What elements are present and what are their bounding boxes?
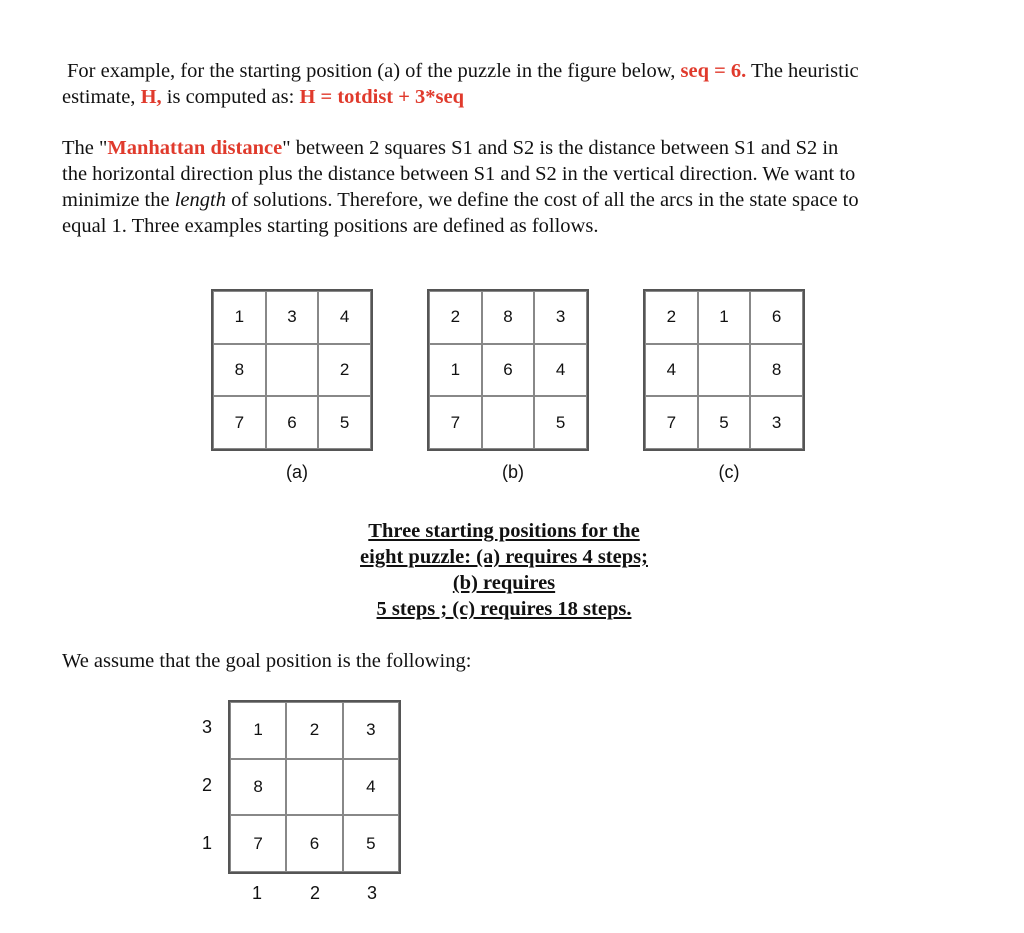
caption-line-3: (b) requires xyxy=(452,572,556,594)
intro-paragraph xyxy=(62,58,962,110)
puzzle-a-cell: 3 xyxy=(266,291,319,344)
puzzle-label-c: (c) xyxy=(718,462,740,482)
manhattan-paragraph xyxy=(62,135,962,239)
goal-grid xyxy=(228,700,401,874)
puzzle-b-cell: 8 xyxy=(482,291,535,344)
caption-line-4: 5 steps ; (c) requires 18 steps. xyxy=(376,598,632,620)
intro-text-end: The heuristic xyxy=(746,60,859,82)
puzzle-a-cell xyxy=(266,344,319,397)
puzzle-b-cell: 6 xyxy=(482,344,535,397)
puzzle-c-cell: 3 xyxy=(750,396,803,449)
intro-line-2 xyxy=(62,84,962,110)
intro-text: For example, for the starting position (a) of the puzzle in the figure below, xyxy=(67,60,681,82)
length-emphasis: length xyxy=(174,189,226,211)
puzzle-a-cell: 1 xyxy=(213,291,266,344)
puzzle-b-cell xyxy=(482,396,535,449)
puzzle-c-cell: 6 xyxy=(750,291,803,344)
manhattan-line-2: the horizontal direction plus the distance between S1 and S2 in the vertical direction. We want to xyxy=(62,163,856,185)
goal-cell: 3 xyxy=(343,702,399,759)
caption-line-1: Three starting positions for the xyxy=(368,520,640,542)
puzzle-c-cell: 4 xyxy=(645,344,698,397)
puzzle-c-cell: 1 xyxy=(698,291,751,344)
manhattan-term: Manhattan distance xyxy=(107,137,283,159)
col-label-1: 1 xyxy=(251,883,262,903)
puzzle-label-b: (b) xyxy=(502,462,524,482)
computed-text: is computed as: xyxy=(161,86,300,108)
puzzle-a-cell: 6 xyxy=(266,396,319,449)
puzzle-b-cell: 2 xyxy=(429,291,482,344)
estimate-text: estimate, xyxy=(62,86,141,108)
manhattan-line-1 xyxy=(62,135,962,161)
puzzle-a-cell: 5 xyxy=(318,396,371,449)
text-span: " between 2 squares S1 and S2 is the distance between S1 and S2 in xyxy=(282,137,839,159)
text-span: The " xyxy=(62,137,108,159)
puzzle-b-cell: 4 xyxy=(534,344,587,397)
text-span: minimize the xyxy=(62,189,175,211)
goal-cell: 5 xyxy=(343,815,399,872)
puzzle-grid-b xyxy=(427,289,589,451)
text-span: of solutions. Therefore, we define the cost of all the arcs in the state space to xyxy=(225,189,859,211)
puzzle-b-cell: 1 xyxy=(429,344,482,397)
figure-caption xyxy=(300,518,708,622)
col-label-2: 2 xyxy=(309,883,320,903)
puzzle-label-a: (a) xyxy=(286,462,308,482)
puzzle-a-cell: 4 xyxy=(318,291,371,344)
puzzle-a-cell: 8 xyxy=(213,344,266,397)
goal-cell: 7 xyxy=(230,815,286,872)
row-label-2: 2 xyxy=(201,775,212,795)
puzzle-b-cell: 5 xyxy=(534,396,587,449)
puzzle-c-cell: 8 xyxy=(750,344,803,397)
seq-value: seq = 6. xyxy=(680,60,747,82)
heuristic-symbol: H, xyxy=(140,86,162,108)
puzzle-b-cell: 3 xyxy=(534,291,587,344)
goal-cell: 6 xyxy=(286,815,342,872)
caption-line-2: eight puzzle: (a) requires 4 steps; xyxy=(360,546,648,568)
intro-line-1 xyxy=(62,58,962,84)
goal-cell: 8 xyxy=(230,759,286,816)
goal-cell: 1 xyxy=(230,702,286,759)
goal-cell: 2 xyxy=(286,702,342,759)
puzzle-c-cell: 5 xyxy=(698,396,751,449)
row-label-3: 3 xyxy=(201,717,212,737)
puzzle-b-cell: 7 xyxy=(429,396,482,449)
puzzle-grid-c xyxy=(643,289,805,451)
goal-cell: 4 xyxy=(343,759,399,816)
puzzle-grid-a xyxy=(211,289,373,451)
row-label-1: 1 xyxy=(201,833,212,853)
puzzle-c-cell: 7 xyxy=(645,396,698,449)
heuristic-formula: H = totdist + 3*seq xyxy=(299,86,465,108)
goal-text: We assume that the goal position is the following: xyxy=(62,650,472,672)
puzzle-c-cell: 2 xyxy=(645,291,698,344)
manhattan-line-4: equal 1. Three examples starting positions are defined as follows. xyxy=(62,215,599,237)
puzzle-a-cell: 2 xyxy=(318,344,371,397)
manhattan-line-3 xyxy=(62,187,962,213)
col-label-3: 3 xyxy=(366,883,377,903)
goal-cell xyxy=(286,759,342,816)
puzzle-c-cell xyxy=(698,344,751,397)
puzzle-a-cell: 7 xyxy=(213,396,266,449)
